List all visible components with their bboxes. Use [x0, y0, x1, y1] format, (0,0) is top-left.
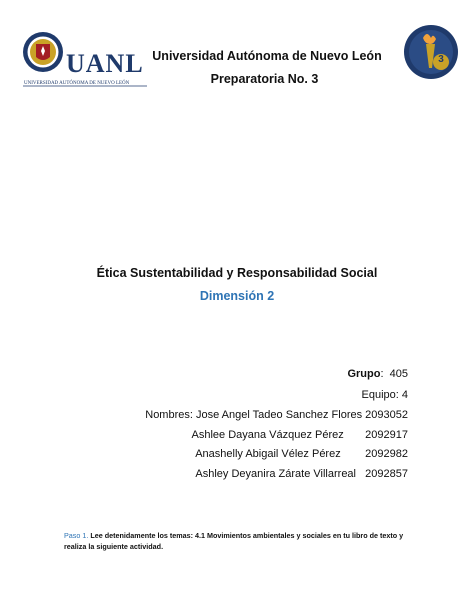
paso-label: Paso 1.	[64, 531, 89, 540]
uanl-wordmark-subtext: UNIVERSIDAD AUTÓNOMA DE NUEVO LEÓN	[24, 81, 130, 86]
document-title: Ética Sustentabilidad y Responsabilidad Social	[96, 266, 378, 280]
member-line: Anashelly Abigail Vélez Pérez 2092982	[195, 448, 408, 460]
equipo-line: Equipo: 4	[361, 389, 408, 401]
prepa-3-number: 3	[438, 54, 444, 65]
uanl-wordmark: UANL	[66, 49, 144, 78]
university-name: Universidad Autónoma de Nuevo León	[152, 49, 382, 63]
instruction-note	[64, 530, 410, 552]
grupo-label: Grupo	[347, 368, 381, 380]
member-line: Nombres: Jose Angel Tadeo Sanchez Flores 2093052	[145, 409, 408, 421]
school-name: Preparatoria No. 3	[210, 72, 319, 86]
member-line: Ashley Deyanira Zárate Villarreal 2092857	[195, 468, 408, 480]
document-subtitle: Dimensión 2	[199, 289, 275, 303]
member-line: Ashlee Dayana Vázquez Pérez 2092917	[191, 429, 408, 441]
instruction-text: Lee detenidamente los temas: 4.1 Movimientos ambientales y sociales en tu libro de texto y realiza la siguiente actividad.	[64, 531, 404, 551]
grupo-line	[347, 368, 408, 380]
grupo-value: : 405	[380, 368, 408, 380]
